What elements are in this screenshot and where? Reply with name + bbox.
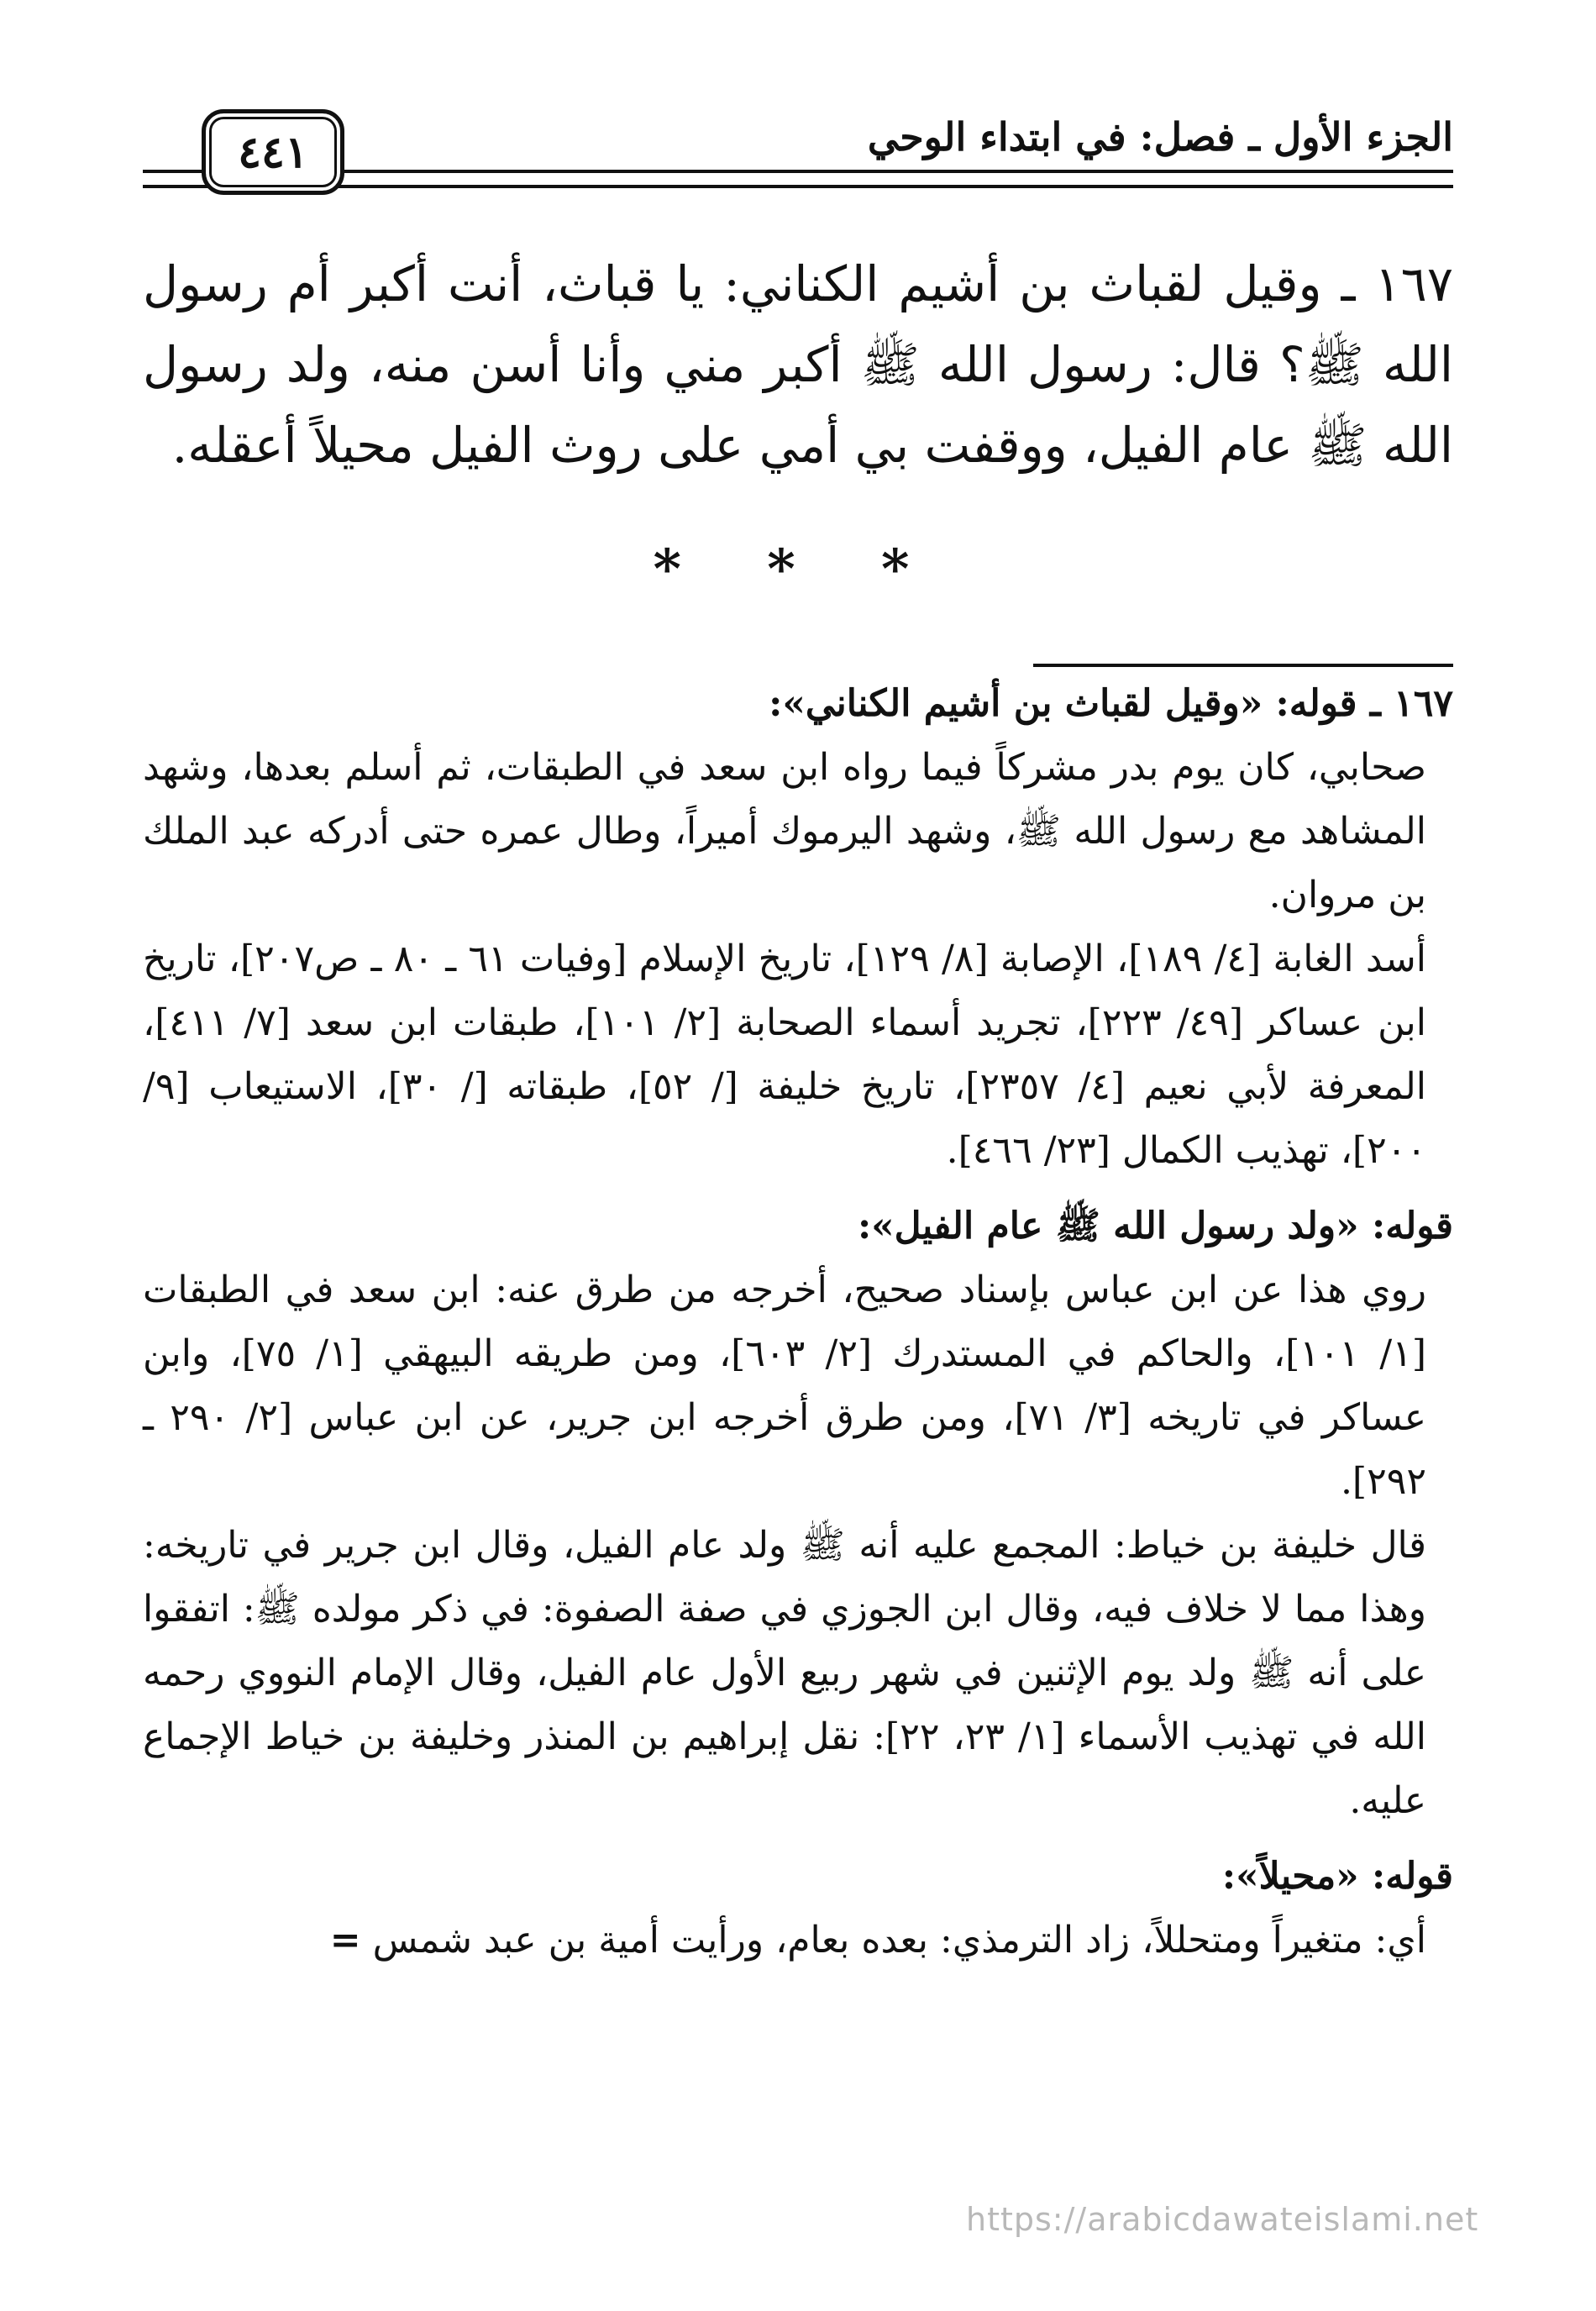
commentary-paragraph: قال خليفة بن خياط: المجمع عليه أنه ﷺ ولد عام الفيل، وقال ابن جرير في تاريخه: وهذا مما لا خلاف فيه، وقال ابن الجوزي في صفة الصفوة: في ذكر مولده ﷺ: اتفقوا على أنه ﷺ ولد يوم الإثنين في شهر ربيع الأول عام الفيل، وقال الإمام النووي رحمه الله في تهذيب الأسماء [١/ ٢٣، ٢٢]: نقل إبراهيم بن المنذر وخليفة بن خياط الإجماع عليه.	[143, 1524, 1427, 1822]
section-separator: * * *	[653, 538, 943, 601]
commentary-heading: ١٦٧ ـ قوله: «وقيل لقباث بن أشيم الكناني»:	[769, 682, 1453, 725]
commentary-paragraph: روي هذا عن ابن عباس بإسناد صحيح، أخرجه من طرق عنه: ابن سعد في الطبقات [١/ ١٠١]، والحاكم في المستدرك [٢/ ٦٠٣]، ومن طريقه البيهقي [١/ ٧٥]، وابن عساكر في تاريخه [٣/ ٧١]، ومن طرق أخرجه ابن جرير، عن ابن عباس [٢/ ٢٩٠ ـ ٢٩٢].	[143, 1268, 1427, 1503]
page-number-frame	[202, 109, 344, 195]
hadith-paragraph: ١٦٧ ـ وقيل لقباث بن أشيم الكناني: يا قباث، أنت أكبر أم رسول الله ﷺ؟ قال: رسول الله ﷺ أكبر مني وأنا أسن منه، ولد رسول الله ﷺ عام الفيل، ووقفت بي أمي على روث الفيل محيلاً أعقله.	[143, 255, 1453, 474]
commentary-paragraph	[143, 1909, 1453, 1972]
main-hadith-text	[143, 244, 1453, 486]
commentary-paragraph: أسد الغابة [٤/ ١٨٩]، الإصابة [٨/ ١٢٩]، تاريخ الإسلام [وفيات ٦١ ـ ٨٠ ـ ص٢٠٧]، تاريخ ابن عساكر [٤٩/ ٢٢٣]، تجريد أسماء الصحابة [٢/ ١٠١]، طبقات ابن سعد [٧/ ٤١١]، المعرفة لأبي نعيم [٤/ ٢٣٥٧]، تاريخ خليفة [/ ٥٢]، طبقاته [/ ٣٠]، الاستيعاب [٩/ ٢٠٠]، تهذيب الكمال [٢٣/ ٤٦٦].	[143, 938, 1427, 1172]
commentary-text: أي: متغيراً ومتحللاً، زاد الترمذي: بعده بعام، ورأيت أمية بن عبد شمس	[372, 1919, 1426, 1962]
page-header	[143, 109, 1453, 202]
commentary-paragraph: صحابي، كان يوم بدر مشركاً فيما رواه ابن سعد في الطبقات، ثم أسلم بعدها، وشهد المشاهد مع رسول الله ﷺ، وشهد اليرموك أميراً، وطال عمره حتى أدركه عبد الملك بن مروان.	[143, 746, 1426, 917]
continuation-mark: =	[329, 1919, 361, 1962]
page-number: ٤٤١	[238, 126, 308, 178]
commentary-block-2	[143, 1195, 1453, 1833]
commentary-block-1	[143, 672, 1453, 1183]
commentary-block-3	[143, 1845, 1453, 1972]
commentary-heading: قوله: «محيلاً»:	[1221, 1855, 1453, 1898]
running-title: الجزء الأول ـ فصل: في ابتداء الوحي	[867, 114, 1453, 160]
footnote-rule	[1033, 664, 1453, 667]
commentary-section	[143, 672, 1453, 1984]
website-watermark: https://arabicdawateislami.net	[966, 2201, 1479, 2238]
commentary-heading: قوله: «ولد رسول الله ﷺ عام الفيل»:	[857, 1205, 1453, 1247]
